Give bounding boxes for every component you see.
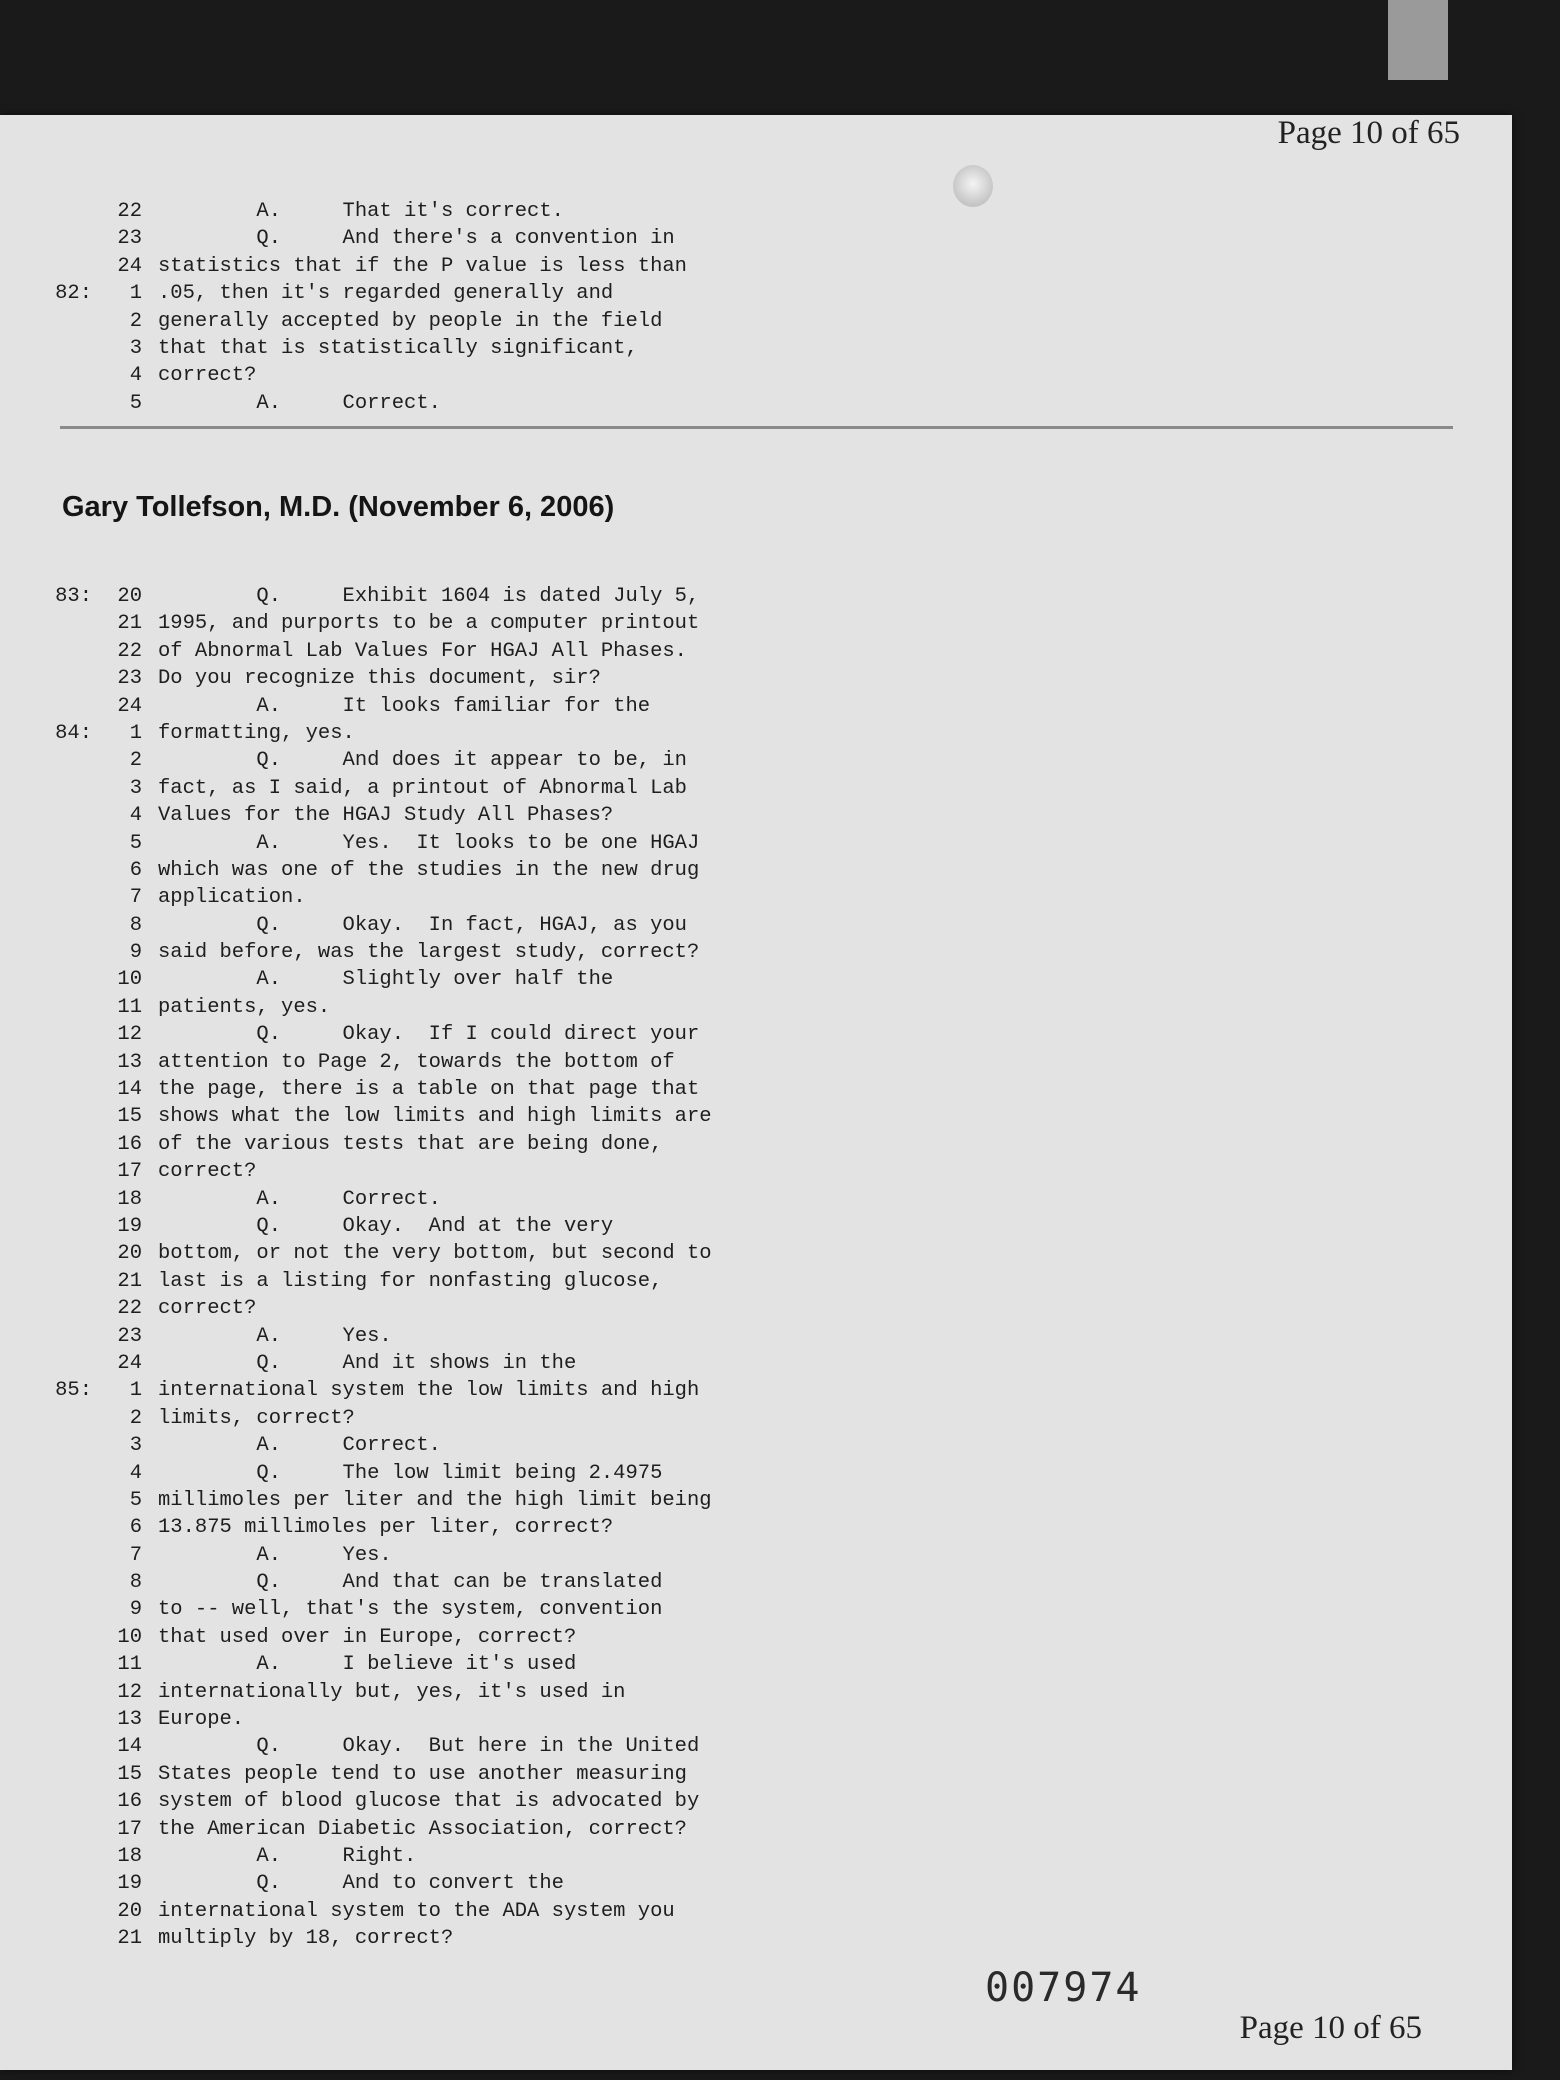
line-number: 2 [129,309,142,333]
line-text: system of blood glucose that is advocated by [158,1790,700,1814]
line-text: A. Slightly over half the [158,968,614,992]
page-reference: 84: [55,721,92,745]
line-number: 10 [117,1625,142,1649]
line-text: A. Correct. [158,1434,441,1458]
line-number: 23 [117,227,142,251]
line-text: patients, yes. [158,995,331,1019]
line-number: 23 [117,1324,142,1348]
line-text: Q. Okay. If I could direct your [158,1023,700,1047]
line-number: 12 [117,1680,142,1704]
line-text: internationally but, yes, it's used in [158,1680,626,1704]
line-number: 20 [117,585,142,608]
line-text: millimoles per liter and the high limit being [158,1488,712,1512]
line-number: 5 [129,831,142,855]
line-text: Q. Okay. And at the very [158,1214,614,1238]
line-text: shows what the low limits and high limits are [158,1105,712,1129]
line-number: 5 [129,1488,142,1512]
line-number: 12 [117,1023,142,1047]
line-number: 9 [129,941,142,965]
line-number: 2 [129,1406,142,1430]
line-text: Q. Okay. In fact, HGAJ, as you [158,913,687,937]
line-number: 3 [129,336,142,360]
line-number: 7 [129,886,142,910]
page-number-top: Page 10 of 65 [1277,115,1460,151]
line-number: 6 [129,858,142,882]
line-number: 16 [117,1790,142,1814]
line-text: correct? [158,364,257,388]
line-text: A. Correct. [158,1187,441,1211]
line-number: 24 [117,1351,142,1375]
line-text: last is a listing for nonfasting glucose, [158,1269,663,1293]
line-number: 13 [117,1050,142,1074]
line-number: 22 [117,639,142,663]
line-number: 9 [129,1598,142,1622]
line-number: 19 [117,1214,142,1238]
line-text: that used over in Europe, correct? [158,1625,577,1649]
line-number: 3 [129,1434,142,1458]
line-text: 1995, and purports to be a computer printout [158,612,700,636]
binder-hole [953,165,993,207]
line-number: 17 [117,1817,142,1841]
line-text: statistics that if the P value is less than [158,254,687,278]
line-number: 21 [117,612,142,636]
line-number: 1 [129,1379,142,1403]
line-text: Q. And that can be translated [158,1571,663,1595]
line-text: limits, correct? [158,1406,355,1430]
line-text: Q. And to convert the [158,1872,564,1896]
line-text: international system the low limits and high [158,1379,700,1403]
line-text: Do you recognize this document, sir? [158,667,601,691]
line-text: Q. And does it appear to be, in [158,749,687,773]
line-number: 21 [117,1269,142,1293]
line-number: 16 [117,1132,142,1156]
line-number: 20 [117,1242,142,1266]
line-text: generally accepted by people in the field [158,309,663,333]
page-reference: 83: [55,585,92,608]
line-number: 1 [129,721,142,745]
line-number: 8 [129,913,142,937]
line-text: correct? [158,1297,257,1321]
line-number: 8 [129,1571,142,1595]
line-number: 23 [117,667,142,691]
line-text: Q. Okay. But here in the United [158,1735,700,1759]
line-number: 11 [117,1653,142,1677]
page-number-bottom: Page 10 of 65 [1239,2010,1422,2046]
line-text: of the various tests that are being done, [158,1132,663,1156]
line-number: 2 [129,749,142,773]
line-number: 15 [117,1105,142,1129]
line-number: 4 [129,364,142,388]
next-page-edge [1388,0,1448,80]
section-divider [60,426,1453,429]
line-number: 24 [117,254,142,278]
line-text: application. [158,886,306,910]
line-number: 14 [117,1078,142,1102]
line-text: the page, there is a table on that page that [158,1078,700,1102]
line-text: Q. And there's a convention in [158,227,675,251]
line-text: Values for the HGAJ Study All Phases? [158,804,614,828]
line-number: 4 [129,1461,142,1485]
document-page [0,115,1512,2070]
line-text: fact, as I said, a printout of Abnormal Lab [158,776,687,800]
line-number: 22 [117,1297,142,1321]
line-text: States people tend to use another measuring [158,1762,687,1786]
line-text: of Abnormal Lab Values For HGAJ All Phases. [158,639,687,663]
bates-stamp: 007974 [985,1965,1142,2011]
line-text: 13.875 millimoles per liter, correct? [158,1516,614,1540]
line-text: attention to Page 2, towards the bottom of [158,1050,675,1074]
line-text: to -- well, that's the system, convention [158,1598,663,1622]
line-text: multiply by 18, correct? [158,1927,454,1951]
line-number: 20 [117,1899,142,1923]
line-text: international system to the ADA system you [158,1899,675,1923]
line-text: correct? [158,1160,257,1184]
line-number: 14 [117,1735,142,1759]
line-number: 17 [117,1160,142,1184]
line-text: A. That it's correct. [158,200,564,223]
line-number: 24 [117,694,142,718]
line-text: A. Yes. [158,1543,392,1567]
line-text: Q. Exhibit 1604 is dated July 5, [158,585,700,608]
line-text: that that is statistically significant, [158,336,638,360]
line-text: said before, was the largest study, correct? [158,941,700,965]
line-number: 18 [117,1187,142,1211]
page-reference: 82: [55,282,92,306]
line-number: 7 [129,1543,142,1567]
page-reference: 85: [55,1379,92,1403]
line-number: 3 [129,776,142,800]
line-number: 1 [129,282,142,306]
line-text: which was one of the studies in the new drug [158,858,700,882]
line-number: 19 [117,1872,142,1896]
line-number: 10 [117,968,142,992]
line-text: A. Correct. [158,391,441,415]
line-text: Q. The low limit being 2.4975 [158,1461,663,1485]
line-text: bottom, or not the very bottom, but second to [158,1242,712,1266]
line-text: formatting, yes. [158,721,355,745]
line-text: A. Right. [158,1844,417,1868]
line-text: Europe. [158,1708,245,1732]
line-text: A. Yes. It looks to be one HGAJ [158,831,700,855]
line-text: A. It looks familiar for the [158,694,651,718]
line-text: .05, then it's regarded generally and [158,282,614,306]
line-number: 15 [117,1762,142,1786]
line-text: the American Diabetic Association, correct? [158,1817,687,1841]
line-text: Q. And it shows in the [158,1351,577,1375]
line-number: 22 [117,200,142,223]
line-number: 5 [129,391,142,415]
line-number: 18 [117,1844,142,1868]
line-number: 6 [129,1516,142,1540]
line-number: 21 [117,1927,142,1951]
section-heading: Gary Tollefson, M.D. (November 6, 2006) [62,491,615,523]
line-number: 4 [129,804,142,828]
line-number: 13 [117,1708,142,1732]
line-text: A. Yes. [158,1324,392,1348]
line-text: A. I believe it's used [158,1653,577,1677]
line-number: 11 [117,995,142,1019]
